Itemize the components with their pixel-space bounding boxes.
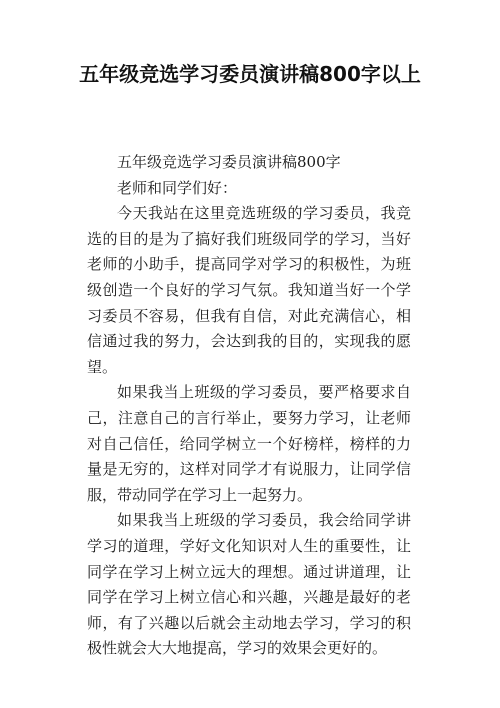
subtitle-paragraph: 五年级竞选学习委员演讲稿800字 (117, 153, 341, 171)
greeting-paragraph: 老师和同学们好： (117, 178, 238, 197)
body-paragraph: 如果我当上班级的学习委员，要严格要求自己，注意自己的言行举止，要努力学习，让老师对自己信任，给同学树立一个好榜样，榜样的力量是无穷的，这样对同学才有说服力，让同学信服，带动同学在学习上一起努力。 (87, 383, 411, 504)
document-title: 五年级竞选学习委员演讲稿800字以上 (79, 62, 421, 86)
body-paragraph: 今天我站在这里竞选班级的学习委员，我竞选的目的是为了搞好我们班级同学的学习，当好老师的小助手，提高同学对学习的积极性，为班级创造一个良好的学习气氛。我知道当好一个学习委员不容易，但我有自信，对此充满信心，相信通过我的努力，会达到我的目的，实现我的愿望。 (87, 204, 411, 376)
document-body (87, 150, 411, 662)
body-paragraph: 如果我当上班级的学习委员，我会给同学讲学习的道理，学好文化知识对人生的重要性，让同学在学习上树立远大的理想。通过讲道理，让同学在学习上树立信心和兴趣，兴趣是最好的老师，有了兴趣以后就会主动地去学习，学习的积极性就会大大地提高，学习的效果会更好的。 (87, 511, 411, 658)
